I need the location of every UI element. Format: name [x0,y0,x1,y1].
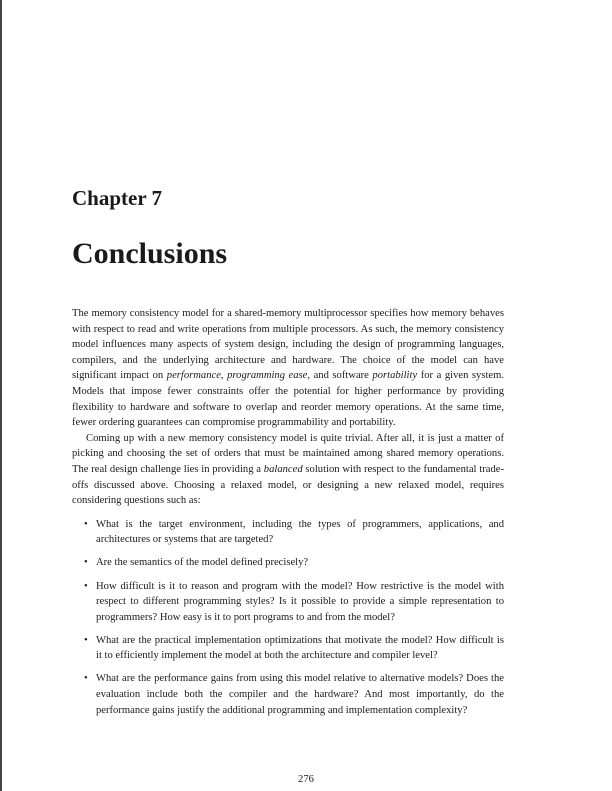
chapter-body [72,306,504,726]
text: , and software [307,370,373,382]
list-item [72,579,504,626]
bullet-icon: • [84,518,88,530]
emphasis-programming-ease: programming ease [227,370,308,382]
bullet-icon: • [84,673,88,685]
emphasis-balanced: balanced [263,463,303,475]
text: Coming up with a new memory consistency model is quite trivial. After all, it is just a matter of picking and choosing the set of orders that must be maintained among shared memory operations. The real design challenge lies in providing a [72,432,504,475]
paragraph-design [72,431,504,509]
text: , [220,370,228,382]
bullet-icon: • [84,557,88,569]
emphasis-portability: portability [372,370,418,382]
list-item-text: What is the target environment, including the types of programmers, applications, and architectures or systems that are targeted? [96,518,504,546]
text: for a given system. Models that impose fewer constraints offer the potential for higher performance by providing flexibility to hardware and software to overlap and reorder memory operations. At the same time, fewer ordering guarantees can compromise programmability and portability. [72,370,504,429]
text: solution with respect to the fundamental trade-offs discussed above. Choosing a relaxed model, or designing a new relaxed model, requires considering questions such as: [72,463,504,507]
list-item [72,633,504,664]
page-number: 276 [298,774,314,785]
list-item-text: Are the semantics of the model defined precisely? [96,557,309,569]
emphasis-performance: performance [166,370,221,382]
text: The memory consistency model for a shared-memory multiprocessor specifies how memory behaves with respect to read and write operations from multiple processors. As such, the memory consistency model influences many aspects of system design, including the design of programming languages, compilers, and the underlying architecture and hardware. The choice of the model can have significant impact on [72,308,504,382]
list-item-text: How difficult is it to reason and program with the model? How restrictive is the model with respect to different programming styles? Is it possible to provide a simple representation to programmers? How easy is it to port programs to and from the model? [96,580,504,623]
bullet-icon: • [84,580,88,592]
chapter-label: Chapter 7 [72,186,163,210]
question-list [72,517,504,719]
chapter-title: Conclusions [72,237,228,270]
list-item [72,671,504,718]
list-item-text: What are the practical implementation optimizations that motivate the model? How difficult is it to efficiently implement the model at both the architecture and compiler level? [96,634,504,662]
list-item [72,555,504,571]
list-item-text: What are the performance gains from using this model relative to alternative models? Does the evaluation include both the compiler and the hardware? And most importantly, do the performance gains justify the additional programming and implementation complexity? [96,673,504,716]
list-item [72,517,504,548]
paragraph-intro [72,306,504,431]
bullet-icon: • [84,634,88,646]
page-edge [0,0,2,791]
